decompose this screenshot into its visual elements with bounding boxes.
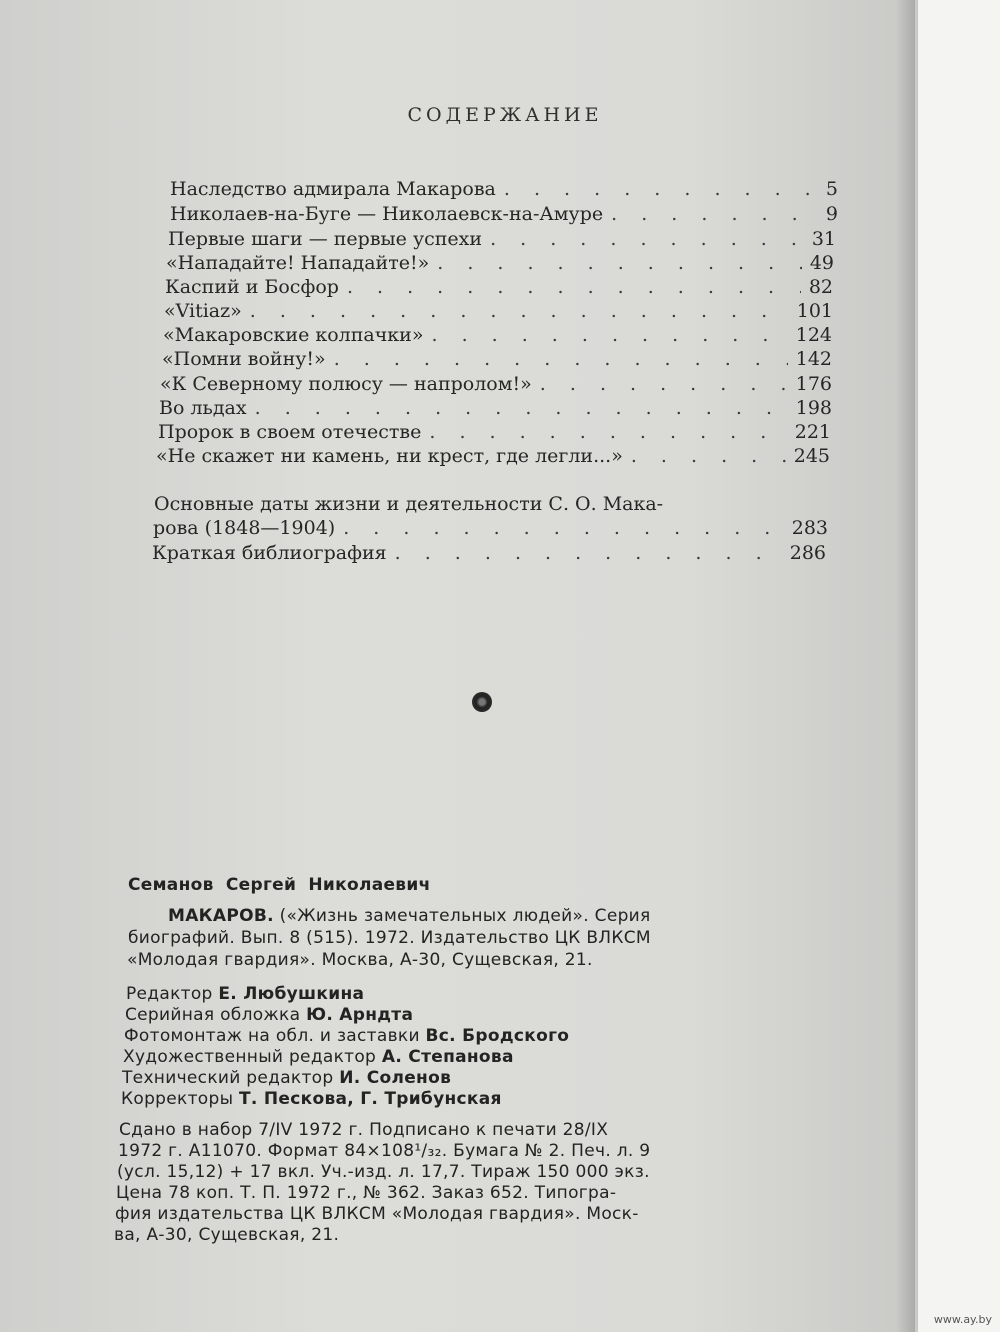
toc-entry	[170, 178, 838, 200]
toc-entry-title: «Макаровские колпачки»	[163, 324, 424, 346]
credit-role: Редактор	[126, 984, 213, 1004]
imprint-desc-line: «Молодая гвардия». Москва, А-30, Сущевская, 21.	[127, 950, 593, 970]
toc-entry-page: 176	[795, 373, 832, 395]
imprint-desc-line: биографий. Вып. 8 (515). 1972. Издательство ЦК ВЛКСМ	[128, 928, 651, 948]
toc-leader-dots	[437, 252, 802, 274]
imprint-credit	[123, 1047, 514, 1067]
toc-leader-dots	[255, 397, 788, 419]
toc-entry-title: «Помни войну!»	[162, 348, 326, 370]
credit-name: Ю. Арндта	[306, 1005, 414, 1025]
toc-leader-dots	[334, 348, 788, 370]
toc-appendix-line: Основные даты жизни и деятельности С. О. Мака-	[154, 493, 664, 515]
page-edge-shadow	[896, 0, 918, 1332]
toc-entry-page: 31	[811, 228, 836, 250]
toc-entry	[163, 324, 832, 346]
credit-name: Т. Пескова, Г. Трибунская	[239, 1089, 502, 1109]
toc-entry-title: Пророк в своем отечестве	[158, 421, 422, 443]
ornament-dot-icon	[472, 692, 492, 712]
credit-role: Серийная обложка	[125, 1005, 301, 1025]
toc-entry-page: 283	[791, 517, 828, 539]
toc-entry	[165, 276, 833, 298]
toc-entry-title: рова (1848—1904)	[153, 517, 336, 539]
print-info-line: Сдано в набор 7/IV 1972 г. Подписано к печати 28/IX	[119, 1120, 609, 1140]
toc-leader-dots	[431, 324, 787, 346]
toc-entry	[166, 252, 834, 274]
toc-entry-page: 101	[796, 300, 833, 322]
toc-leader-dots	[504, 178, 810, 200]
credit-role: Фотомонтаж на обл. и заставки	[124, 1026, 420, 1046]
imprint-description	[168, 906, 651, 926]
toc-entry	[156, 445, 830, 467]
toc-leader-dots	[343, 517, 784, 539]
credit-name: Е. Любушкина	[218, 984, 365, 1004]
toc-leader-dots	[347, 276, 801, 298]
toc-entry-title: Краткая библиография	[152, 542, 387, 564]
watermark: www.ay.by	[933, 1313, 992, 1326]
credit-role: Технический редактор	[122, 1068, 334, 1088]
toc-entry	[164, 300, 833, 322]
toc-leader-dots	[540, 373, 788, 395]
imprint-credit	[122, 1068, 451, 1088]
toc-leader-dots	[250, 300, 789, 322]
credit-name: А. Степанова	[381, 1047, 514, 1067]
imprint-author: Семанов Сергей Николаевич	[128, 875, 431, 895]
toc-entry-title: Николаев-на-Буге — Николаевск-на-Амуре	[170, 203, 604, 225]
toc-entry-title: Каспий и Босфор	[165, 276, 339, 298]
toc-entry	[158, 421, 831, 443]
contents-heading: СОДЕРЖАНИЕ	[407, 104, 603, 126]
toc-entry-page: 124	[795, 324, 832, 346]
toc-entry-title: «Vitiaz»	[164, 300, 242, 322]
toc-leader-dots	[631, 445, 786, 467]
toc-entry	[168, 228, 836, 250]
toc-entry-page: 9	[825, 203, 838, 225]
toc-entry-page: 245	[793, 445, 830, 467]
toc-entry	[162, 348, 832, 370]
credit-name: Вс. Бродского	[425, 1026, 570, 1046]
print-info-line: фия издательства ЦК ВЛКСМ «Молодая гвардия». Моск-	[115, 1204, 639, 1224]
toc-leader-dots	[611, 203, 810, 225]
toc-entry-page: 5	[825, 178, 838, 200]
credit-role: Художественный редактор	[123, 1047, 377, 1067]
toc-entry-page: 221	[794, 421, 831, 443]
credit-name: И. Соленов	[339, 1068, 452, 1088]
imprint-desc-line: («Жизнь замечательных людей». Серия	[279, 906, 651, 926]
toc-leader-dots	[490, 228, 804, 250]
toc-entry-page: 82	[808, 276, 833, 298]
toc-entry-page: 142	[795, 348, 832, 370]
toc-entry-page: 198	[795, 397, 832, 419]
imprint-book-title: МАКАРОВ.	[168, 906, 274, 926]
toc-entry-title: Наследство адмирала Макарова	[170, 178, 496, 200]
toc-entry	[152, 542, 826, 564]
credit-role: Корректоры	[121, 1089, 234, 1109]
toc-leader-dots	[395, 542, 782, 564]
imprint-credit	[126, 984, 364, 1004]
print-info-line: (усл. 15,12) + 17 вкл. Уч.-изд. л. 17,7. Тираж 150 000 экз.	[117, 1162, 650, 1182]
print-info-line: ва, А-30, Сущевская, 21.	[114, 1225, 340, 1245]
toc-entry-title: Первые шаги — первые успехи	[168, 228, 483, 250]
toc-entry	[160, 373, 832, 395]
toc-leader-dots	[429, 421, 786, 443]
toc-entry	[153, 517, 828, 539]
toc-entry	[159, 397, 832, 419]
imprint-credit	[121, 1089, 502, 1109]
toc-entry-title: «К Северному полюсу — напролом!»	[160, 373, 532, 395]
toc-entry	[170, 203, 838, 225]
toc-entry-title: Во льдах	[159, 397, 247, 419]
imprint-credit	[124, 1026, 569, 1046]
imprint-credit	[125, 1005, 413, 1025]
toc-entry-page: 49	[809, 252, 834, 274]
toc-entry-title: «Не скажет ни камень, ни крест, где легли...»	[156, 445, 623, 467]
toc-entry-page: 286	[789, 542, 826, 564]
toc-entry-title: «Нападайте! Нападайте!»	[166, 252, 430, 274]
print-info-line: 1972 г. А11070. Формат 84×108¹/₃₂. Бумага № 2. Печ. л. 9	[118, 1141, 651, 1161]
print-info-line: Цена 78 коп. Т. П. 1972 г., № 362. Заказ 652. Типогра-	[116, 1183, 617, 1203]
